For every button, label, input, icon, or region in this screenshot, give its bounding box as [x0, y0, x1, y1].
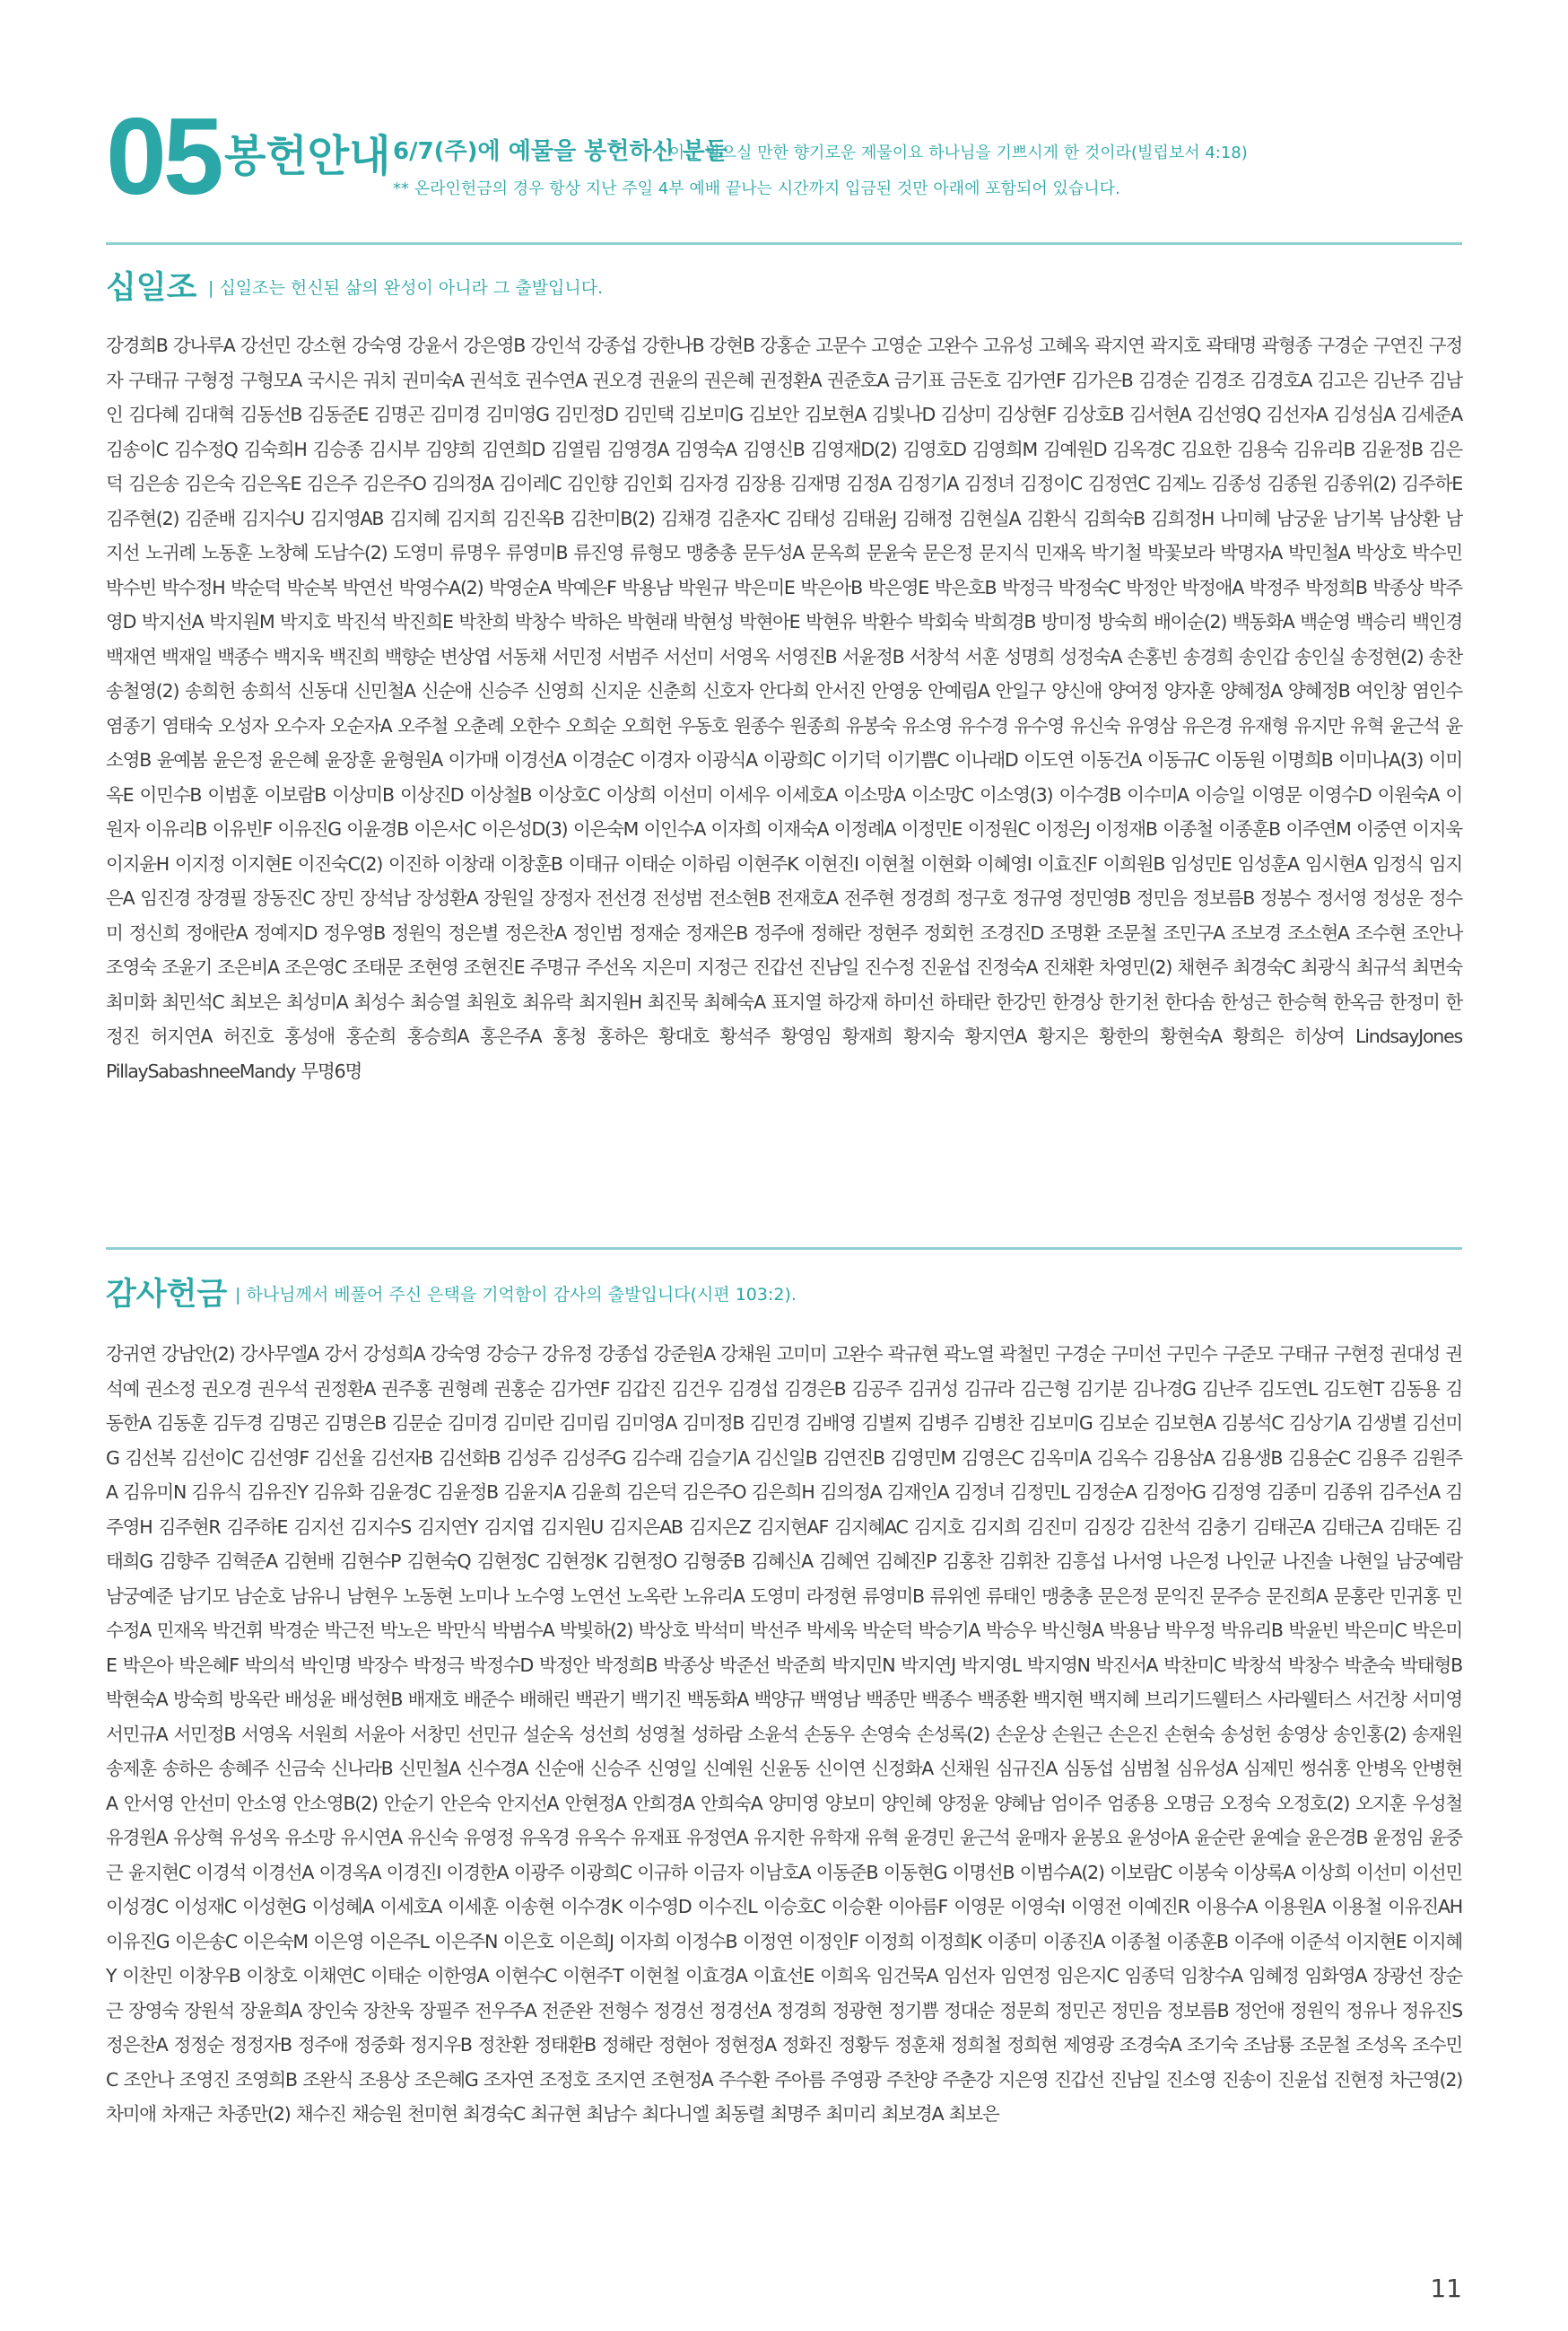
- offering-verse: | 이는 받으실 만한 향기로운 제물이요 하나님을 기쁘시게 한 것이라(빌립보서 4:18): [658, 144, 1248, 162]
- page-header: [106, 95, 1462, 217]
- online-offering-note: ** 온라인헌금의 경우 항상 지난 주일 4부 예배 끝나는 시간까지 입금된 것만 아래에 포함되어 있습니다.: [393, 179, 1120, 198]
- thanks-description: | 하나님께서 베풀어 주신 은택을 기억함이 감사의 출발입니다(시편 103:2).: [235, 1285, 797, 1305]
- section-number: 05: [106, 95, 221, 217]
- thanks-title: 감사헌금: [106, 1277, 228, 1313]
- tithe-names: 강경희B 강나루A 강선민 강소현 강숙영 강윤서 강은영B 강인석 강종섭 강한나B 강현B 강홍순 고문수 고영순 고완수 고유성 고혜옥 곽지연 곽지호 곽태명 곽형종 구경순 구연진 구정자 구태규 구형정 구형모A 국시은 궈치 권미숙A 권석호 권수연A 권오경 권윤의 권은혜 권정환A 권준호A 금기표 금돈호 김가연F 김가은B 김경순 김경조 김경호A 김고은 김난주 김남인 김다혜 김대혁 김동선B 김동준E 김명곤 김미경 김미영G 김민정D 김민택 김보미G 김보안 김보현A 김빛나D 김상미 김상현F 김상호B 김서현A 김선영Q 김선자A 김성심A 김세준A 김송이C 김수정Q 김숙희H 김승종 김시부 김양희 김연희D 김열림 김영경A 김영숙A 김영신B 김영재D(2) 김영호D 김영희M 김예원D 김옥경C 김요한 김용숙 김유리B 김윤정B 김은덕 김은송 김은숙 김은옥E 김은주 김은주O 김의정A 김이레C 김인향 김인회 김자경 김장용 김재명 김정A 김정기A 김정녀 김정이C 김정연C 김제노 김종성 김종원 김종위(2) 김주하E 김주현(2) 김준배 김지수U 김지영AB 김지혜 김지희 김진옥B 김찬미B(2) 김채경 김춘자C 김태성 김태윤J 김해정 김현실A 김환식 김희숙B 김희정H 나미혜 남궁윤 남기복 남상환 남지선 노귀례 노동훈 노창혜 도남수(2) 도영미 류명우 류영미B 류진영 류형모 맹충총 문두성A 문옥희 문윤숙 문은정 문지식 민재옥 박기철 박꽃보라 박명자A 박민철A 박상호 박수민 박수빈 박수정H 박순덕 박순복 박연선 박영수A(2) 박영순A 박예은F 박용남 박원규 박은미E 박은아B 박은영E 박은호B 박정극 박정숙C 박정안 박정애A 박정주 박정희B 박종상 박주영D 박지선A 박지원M 박지호 박진석 박진희E 박찬희 박창수 박하은 박현래 박현성 박현아E 박현유 박환수 박회숙 박희경B 방미정 방숙희 배이순(2) 백동화A 백순영 백승리 백인경 백재연 백재일 백종수 백지욱 백진희 백향순 변상엽 서동채 서민정 서범주 서선미 서영옥 서영진B 서윤정B 서창석 서훈 성명희 성정숙A 손홍빈 송경희 송인갑 송인실 송정현(2) 송찬 송철영(2) 송희헌 송희석 신동대 신민철A 신순애 신승주 신영희 신지운 신춘희 신호자 안다희 안서진 안영웅 안예림A 안일구 양신애 양여정 양자훈 양혜정A 양혜정B 여인창 염인수 염종기 염태숙 오성자 오수자 오순자A 오주철 오춘례 오한수 오희순 오희헌 우동호 원종수 원종희 유봉숙 유소영 유수경 유수영 유신숙 유영삼 유은경 유재형 유지만 유혁 윤근석 윤소영B 윤예봄 윤은정 윤은혜 윤장훈 윤형원A 이가매 이경선A 이경순C 이경자 이광식A 이광희C 이기덕 이기쁨C 이나래D 이도연 이동건A 이동규C 이동원 이명희B 이미나A(3) 이미옥E 이민수B 이범훈 이보람B 이상미B 이상진D 이상철B 이상호C 이상희 이선미 이세우 이세호A 이소망A 이소망C 이소영(3) 이수경B 이수미A 이승일 이영문 이영수D 이원숙A 이원자 이유리B 이유빈F 이유진G 이윤경B 이은서C 이은성D(3) 이은숙M 이인수A 이자희 이재숙A 이정례A 이정민E 이정원C 이정은J 이정재B 이종철 이종훈B 이주연M 이중연 이지욱 이지윤H 이지정 이지현E 이진숙C(2) 이진하 이창래 이창훈B 이태규 이태순 이하림 이현주K 이현진I 이현철 이현화 이혜영I 이효진F 이희원B 임성민E 임성훈A 임시현A 임정식 임지은A 임진경 장경필 장동진C 장민 장석남 장성환A 장원일 장정자 전선경 전성범 전소현B 전재호A 전주현 정경희 정구호 정규영 정민영B 정민음 정보름B 정봉수 정서영 정성운 정수미 정신희 정애란A 정예지D 정우영B 정원익 정은별 정은찬A 정인범 정재순 정재은B 정주애 정해란 정현주 정회헌 조경진D 조명환 조문철 조민구A 조보경 조소현A 조수현 조안나 조영숙 조윤기 조은비A 조은영C 조태문 조현영 조현진E 주명규 주선옥 지은미 지정근 진갑선 진남일 진수정 진윤섭 진정숙A 진채환 차영민(2) 채현주 최경숙C 최광식 최규석 최면숙 최미화 최민석C 최보은 최성미A 최성수 최승열 최원호 최유락 최지원H 최진묵 최혜숙A 표지열 하강재 하미선 하태란 한강민 한경상 한기천 한다솜 한성근 한승혁 한옥금 한정미 한정진 허지연A 허진호 홍성애 홍순희 홍승희A 홍은주A 홍청 홍하은 황대호 황석주 황영임 황재희 황지숙 황지연A 황지은 황한의 황현숙A 황희은 히상여 LindsayJones PillaySabashneeMandy 무명6명: [106, 335, 1462, 1082]
- section-divider: [106, 1247, 1462, 1250]
- tithe-description: | 십일조는 헌신된 삶의 완성이 아니라 그 출발입니다.: [208, 278, 604, 298]
- offering-date-heading: 6/7(주)에 예물을 봉헌하신 분들: [393, 138, 727, 165]
- tithe-title: 십일조: [106, 270, 197, 306]
- section-divider: [106, 242, 1462, 245]
- section-title: 봉헌안내: [224, 131, 391, 181]
- thanks-names: 강귀연 강남안(2) 강사무엘A 강서 강성희A 강숙영 강승구 강유정 강종섭 강준원A 강채원 고미미 고완수 곽규현 곽노열 곽철민 구경순 구미선 구민수 구준모 구태규 구현정 권대성 권석예 권소정 권오경 권우석 권정환A 권주홍 권형례 권홍순 김가연F 김갑진 김건우 김경섭 김경은B 김공주 김귀성 김규라 김근형 김기분 김나경G 김난주 김도연L 김도현T 김동용 김동한A 김동훈 김두경 김명곤 김명은B 김문순 김미경 김미란 김미림 김미영A 김미정B 김민경 김배영 김별찌 김병주 김병찬 김보미G 김보순 김보현A 김봉석C 김상기A 김생별 김선미G 김선복 김선이C 김선영F 김선율 김선자B 김선화B 김성주 김성주G 김수래 김슬기A 김신일B 김연진B 김영민M 김영은C 김옥미A 김옥수 김용삼A 김용생B 김용순C 김용주 김원주A 김유미N 김유식 김유진Y 김유화 김윤경C 김윤정B 김윤지A 김윤희 김은덕 김은주O 김은희H 김의정A 김재인A 김정녀 김정민L 김정순A 김정아G 김정영 김종미 김종위 김주선A 김주영H 김주현R 김주하E 김지선 김지수S 김지연Y 김지엽 김지원U 김지은AB 김지은Z 김지현AF 김지혜AC 김지호 김지희 김진미 김징강 김찬석 김충기 김태곤A 김태근A 김태돈 김태희G 김향주 김혁준A 김현배 김현수P 김현숙Q 김현정C 김현정K 김현정O 김형중B 김혜신A 김혜연 김혜진P 김홍찬 김휘찬 김흥섭 나서영 나은정 나인균 나진솔 나현일 남궁예람 남궁예준 남기모 남순호 남유니 남현우 노동현 노미나 노수영 노연선 노옥란 노유리A 도영미 라정현 류영미B 류위엔 류태인 맹충총 문은정 문익진 문주승 문진희A 문홍란 민귀홍 민수정A 민재옥 박건휘 박경순 박근전 박노은 박만식 박범수A 박빛하(2) 박상호 박석미 박선주 박세욱 박순덕 박승기A 박승우 박신형A 박용남 박우정 박유리B 박윤빈 박은미C 박은미E 박은아 박은혜F 박의석 박인명 박장수 박정극 박정수D 박정안 박정희B 박종상 박준선 박준희 박지민N 박지연J 박지영L 박지영N 박진서A 박찬미C 박창석 박창수 박춘숙 박태형B 박현숙A 방숙희 방옥란 배성윤 배성현B 배재호 배준수 배해린 백관기 백기진 백동화A 백양규 백영남 백종만 백종수 백종환 백지현 백지혜 브리기드웰터스 사라웰터스 서건창 서미영 서민규A 서민정B 서영옥 서원희 서윤아 서창민 선민규 설순옥 성선희 성영철 성하람 소윤석 손동우 손영숙 손성록(2) 손운상 손원근 손은진 손현숙 송성헌 송영상 송인홍(2) 송재원 송제훈 송하은 송혜주 신금숙 신나라B 신민철A 신수경A 신순애 신승주 신영일 신예원 신윤동 신이연 신정화A 신채원 심규진A 심동섭 심범철 심유성A 심제민 썽쉬홍 안병옥 안병현A 안서영 안선미 안소영 안소영B(2) 안순기 안은숙 안지선A 안현정A 안희경A 안희숙A 양미영 양보미 양인혜 양정윤 양혜남 엄이주 엄종용 오명금 오정숙 오정호(2) 오지훈 우성철 유경원A 유상혁 유성옥 유소망 유시연A 유신숙 유영정 유옥경 유옥수 유재표 유정연A 유지한 유학재 유혁 윤경민 윤근석 윤매자 윤봉요 윤성아A 윤순란 윤예슬 윤은경B 윤정임 윤중근 윤지현C 이경석 이경선A 이경옥A 이경진I 이경한A 이광주 이광희C 이규하 이금자 이남호A 이동준B 이동현G 이명선B 이범수A(2) 이보람C 이봉숙 이상록A 이상희 이선미 이선민 이성경C 이성재C 이성현G 이성혜A 이세호A 이세훈 이송현 이수경K 이수영D 이수진L 이승호C 이승환 이아름F 이영문 이영숙I 이영전 이예진R 이용수A 이용원A 이용철 이유진AH 이유진G 이은송C 이은숙M 이은영 이은주L 이은주N 이은호 이은희J 이자희 이정수B 이정연 이정인F 이정희 이정희K 이종미 이종진A 이종철 이종훈B 이주애 이준석 이지현E 이지혜Y 이찬민 이창우B 이창호 이채연C 이태순 이한영A 이현수C 이현주T 이현철 이효경A 이효선E 이희옥 임건묵A 임선자 임연정 임은지C 임종덕 임창수A 임혜정 임화영A 장광선 장순근 장영숙 장원석 장윤희A 장인숙 장찬욱 장필주 전우주A 전준완 전형수 정경선 정경선A 정경희 정광현 정기쁨 정대순 정문희 정민곤 정민음 정보름B 정언애 정원익 정유나 정유진S 정은찬A 정정순 정정자B 정주애 정중화 정지우B 정찬환 정태환B 정해란 정현아 정현정A 정화진 정황두 정훈채 정희철 정희현 제영광 조경숙A 조기숙 조남룡 조문철 조성옥 조수민C 조안나 조영진 조영희B 조완식 조용상 조은혜G 조자연 조정호 조지연 조현정A 주수환 주아름 주영광 주찬양 주춘강 지은영 진갑선 진남일 진소영 진송이 진윤섭 진현정 차근영(2) 차미애 차재근 차종만(2) 채수진 채승원 천미현 최경숙C 최규현 최남수 최다니엘 최동렬 최명주 최미리 최보경A 최보은: [106, 1343, 1462, 2125]
- page-number: 11: [1430, 2274, 1462, 2303]
